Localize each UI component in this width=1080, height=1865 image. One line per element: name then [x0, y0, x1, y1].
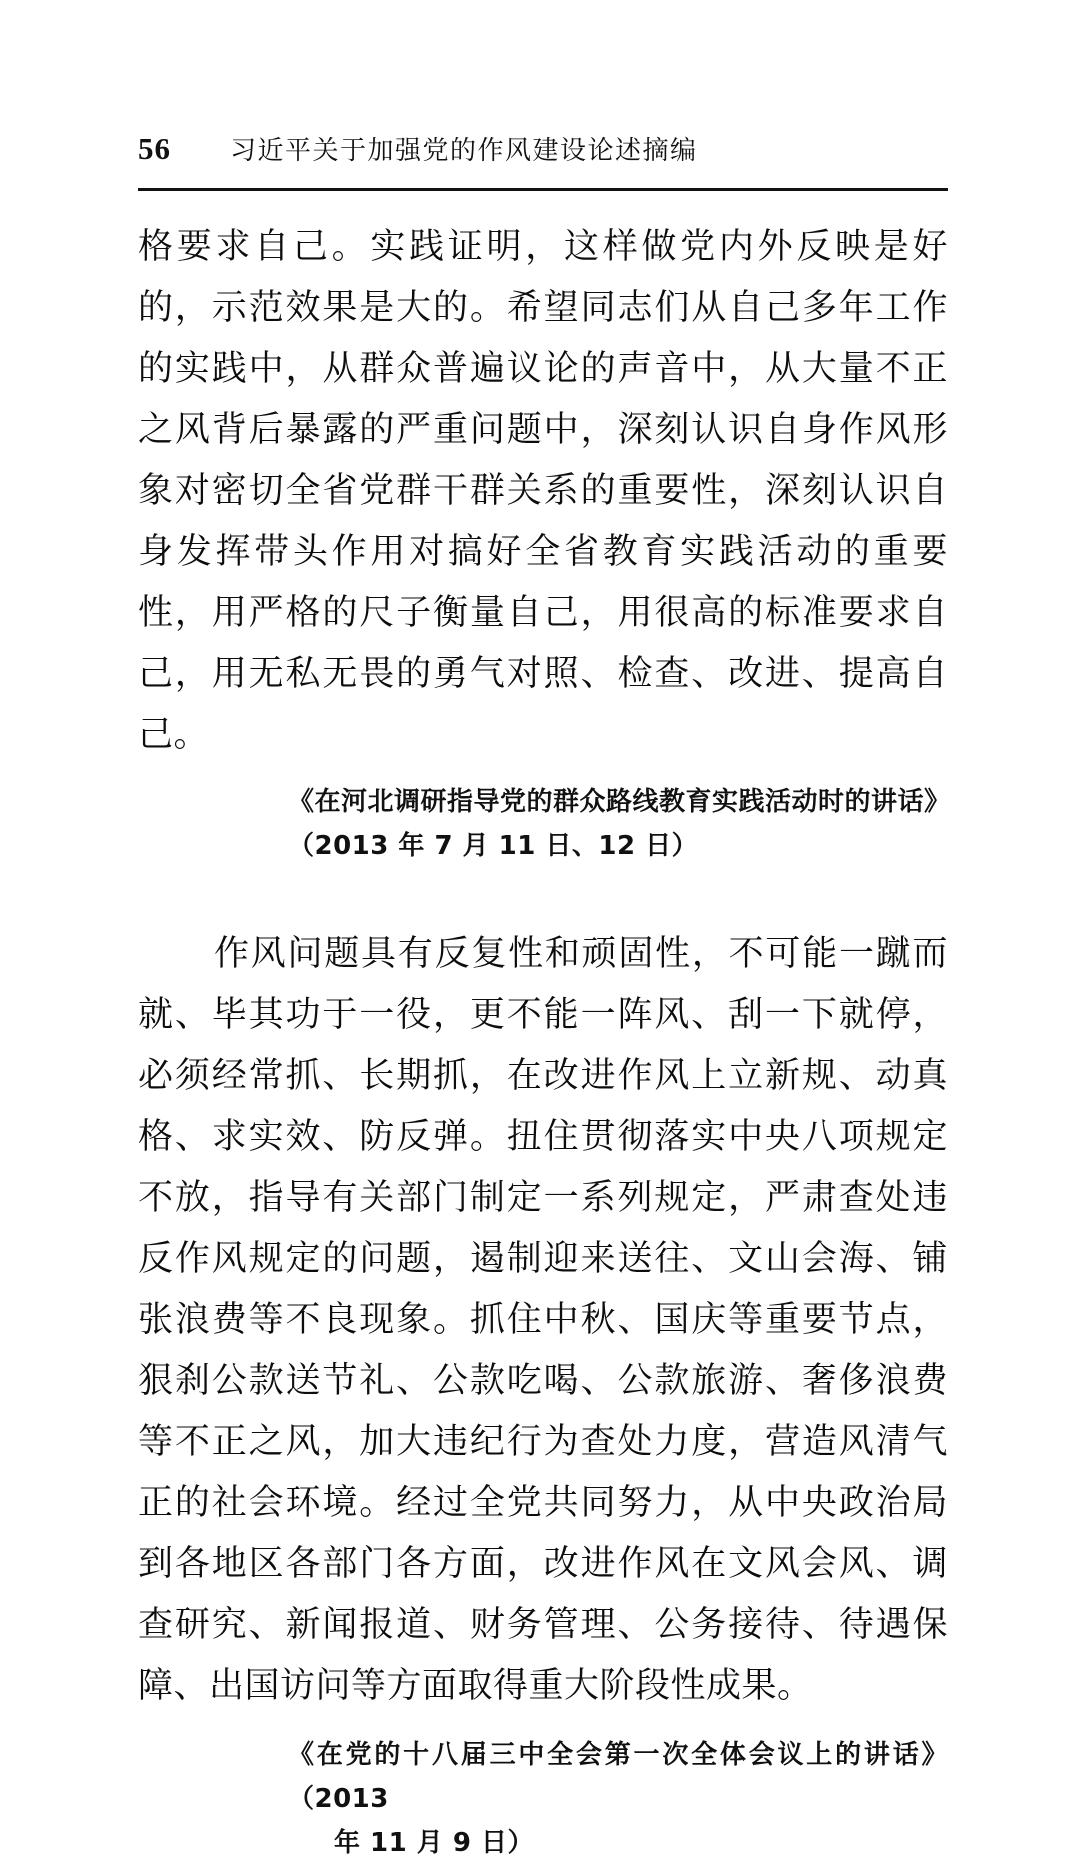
citation-source-two-line-two: 年 11 月 9 日）: [334, 1828, 534, 1858]
citation-source-one: 《在河北调研指导党的群众路线教育实践活动时的讲话》: [288, 787, 951, 817]
paragraph-spacer: [138, 868, 948, 924]
page-content-area: [138, 130, 951, 1865]
citation-source-two-line-one: 《在党的十八届三中全会第一次全体会议上的讲话》（2013: [288, 1740, 948, 1814]
header-divider: [138, 188, 948, 191]
body-text: [138, 217, 951, 1865]
paragraph-continuation: 格要求自己。实践证明，这样做党内外反映是好的，示范效果是大的。希望同志们从自己多年工作的实践中，从群众普遍议论的声音中，从大量不正之风背后暴露的严重问题中，深刻认识自身作风形象对密切全省党群干群关系的重要性，深刻认识自身发挥带头作用对搞好全省教育实践活动的重要性，用严格的尺子衡量自己，用很高的标准要求自己，用无私无畏的勇气对照、检查、改进、提高自己。: [138, 227, 948, 755]
page-number: 56: [138, 131, 171, 166]
running-head-title: 习近平关于加强党的作风建设论述摘编: [230, 136, 698, 166]
citation-date-one: （2013 年 7 月 11 日、12 日）: [288, 831, 699, 861]
running-head: [138, 130, 948, 184]
paragraph-two: 作风问题具有反复性和顽固性，不可能一蹴而就、毕其功于一役，更不能一阵风、刮一下就停，必须经常抓、长期抓，在改进作风上立新规、动真格、求实效、防反弹。扭住贯彻落实中央八项规定不放，指导有关部门制定一系列规定，严肃查处违反作风规定的问题，遏制迎来送往、文山会海、铺张浪费等不良现象。抓住中秋、国庆等重要节点，狠刹公款送节礼、公款吃喝、公款旅游、奢侈浪费等不正之风，加大违纪行为查处力度，营造风清气正的社会环境。经过全党共同努力，从中央政治局到各地区各部门各方面，改进作风在文风会风、调查研究、新闻报道、财务管理、公务接待、待遇保障、出国访问等方面取得重大阶段性成果。: [138, 934, 948, 1706]
